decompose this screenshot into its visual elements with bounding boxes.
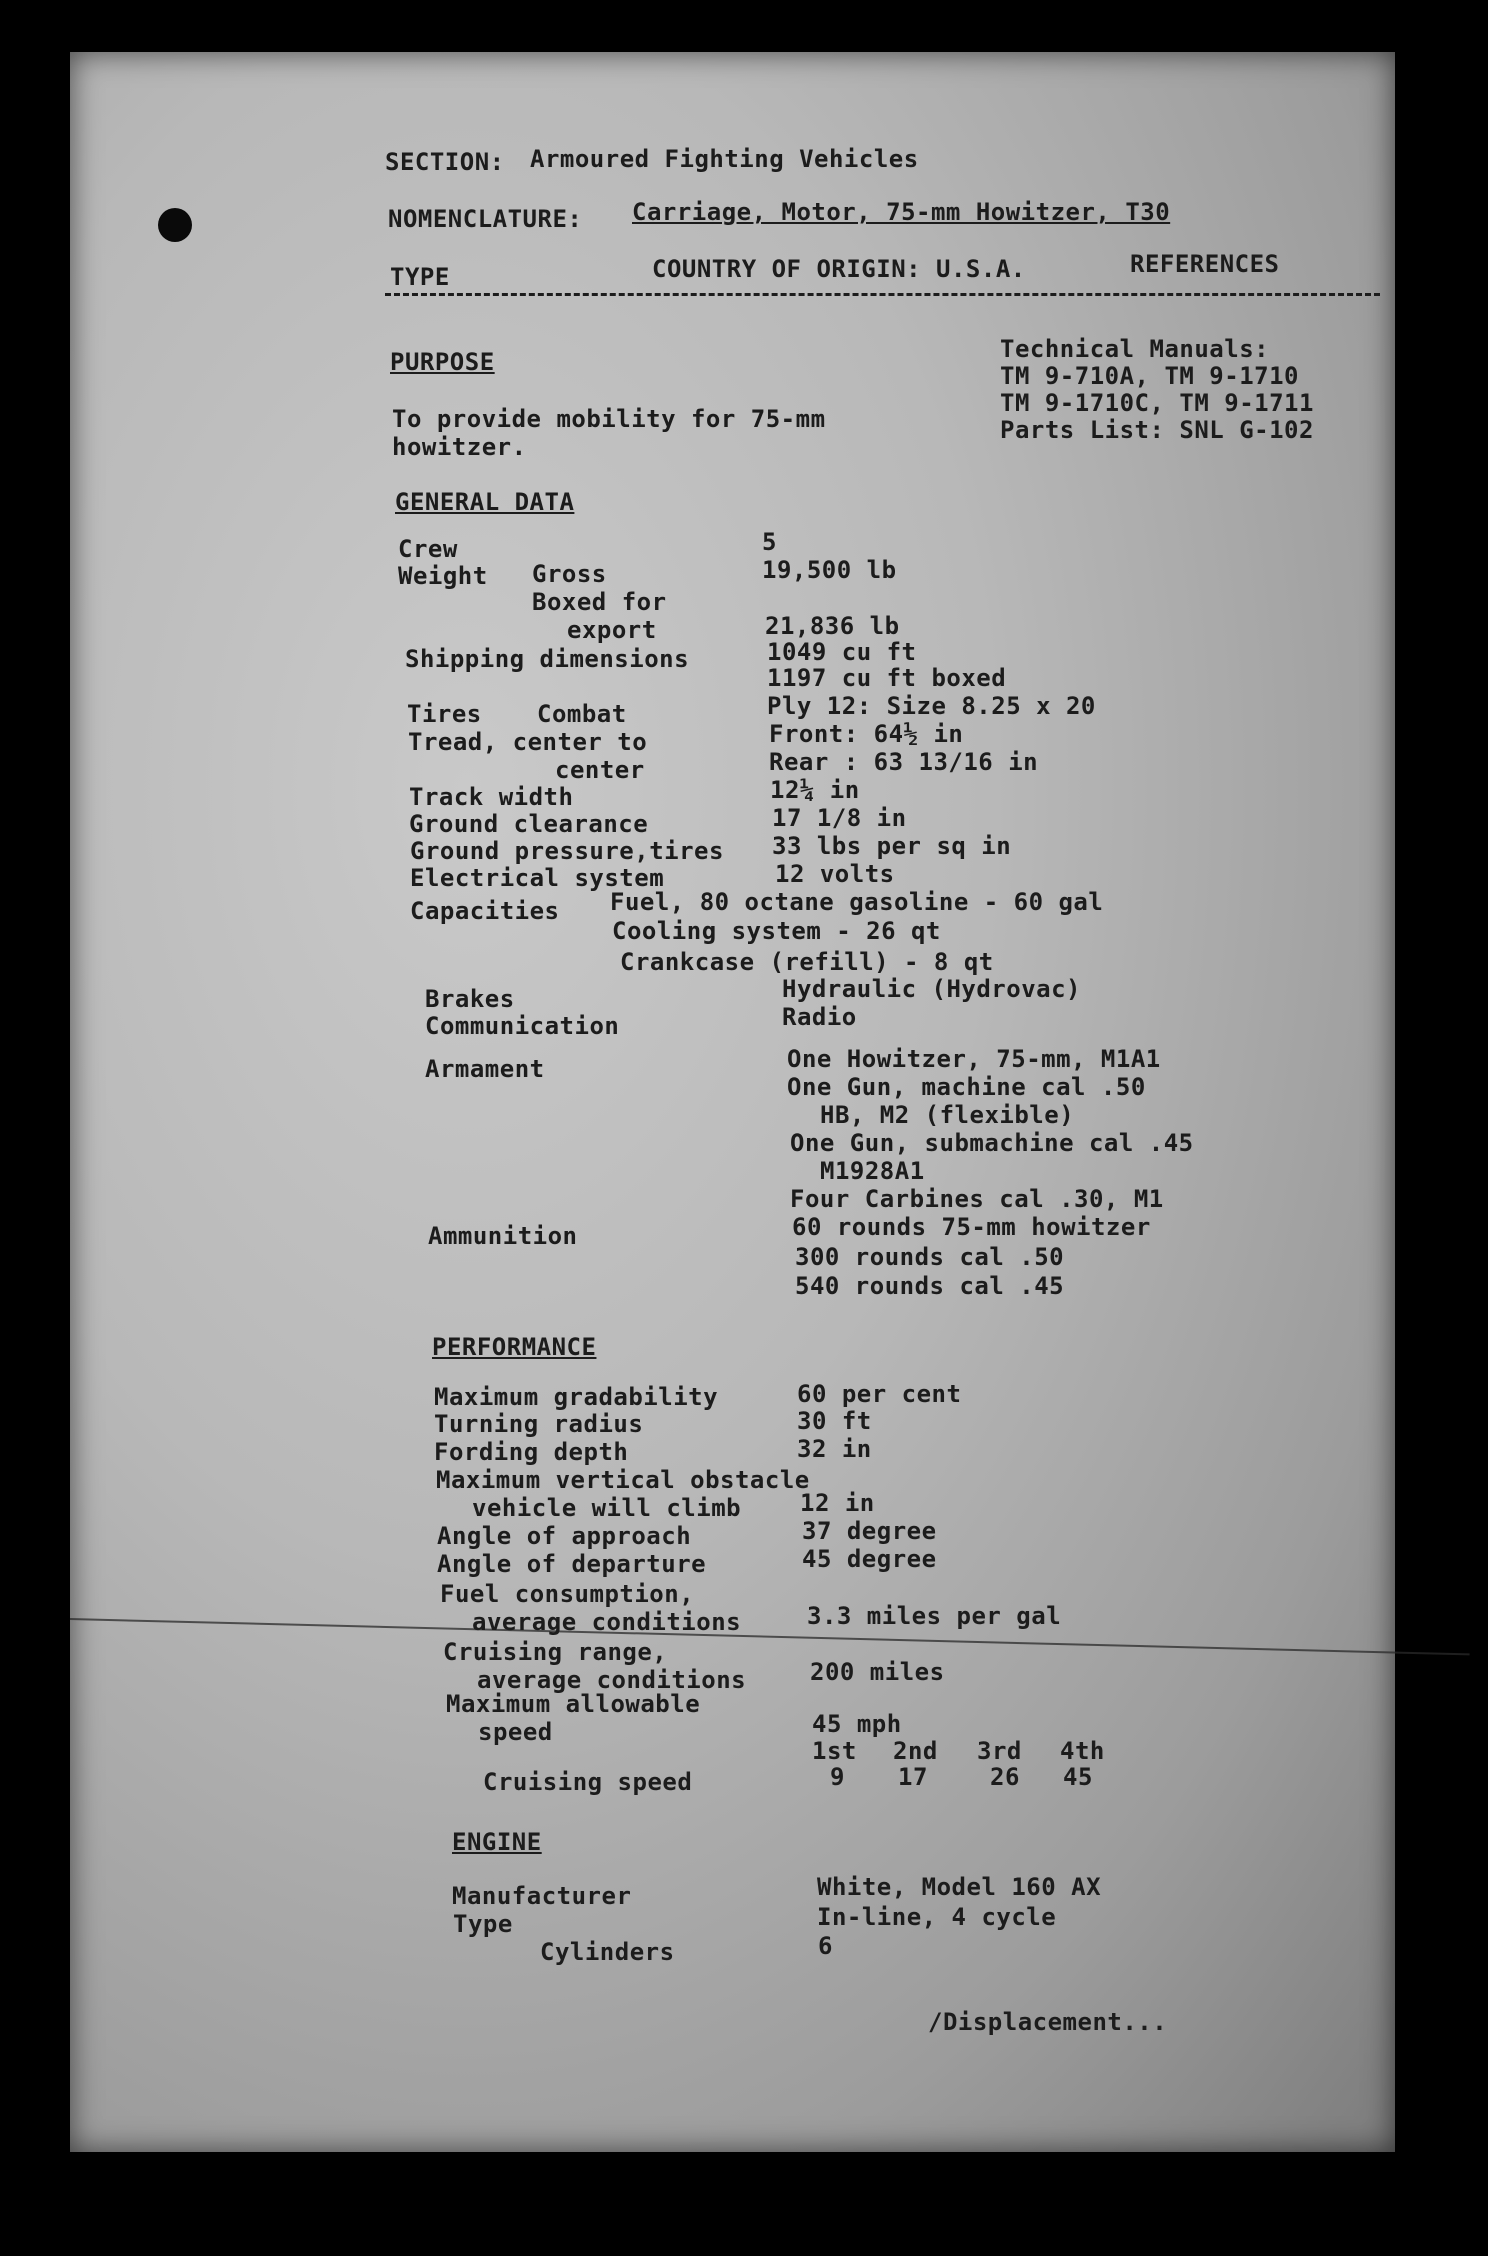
approach-label: Angle of approach [437,1522,692,1550]
ammunition-line-2: 300 rounds cal .50 [795,1243,1065,1271]
crew-label: Crew [398,535,458,563]
country-label: COUNTRY OF ORIGIN: U.S.A. [652,255,1026,283]
references-label: REFERENCES [1130,250,1280,278]
cruising-label: Cruising speed [483,1768,693,1796]
electrical-value: 12 volts [775,860,895,888]
obstacle-label-1: Maximum vertical obstacle [436,1466,810,1494]
crew-value: 5 [762,528,777,556]
cruising-2nd: 17 [898,1763,928,1791]
range-label-1: Cruising range, [443,1638,668,1666]
gear-4th: 4th [1060,1737,1105,1765]
brakes-label: Brakes [425,985,515,1013]
clearance-value: 17 1/8 in [772,804,907,832]
section-value: Armoured Fighting Vehicles [530,145,919,173]
maxspeed-label-2: speed [478,1718,553,1746]
cruising-4th: 45 [1063,1763,1093,1791]
cruising-1st: 9 [830,1763,845,1791]
boxed-label-2: export [567,616,657,644]
armament-line-6: Four Carbines cal .30, M1 [790,1185,1164,1213]
manufacturer-label: Manufacturer [452,1882,632,1910]
armament-line-4: One Gun, submachine cal .45 [790,1129,1194,1157]
engine-heading: ENGINE [452,1828,542,1856]
ammunition-line-1: 60 rounds 75-mm howitzer [792,1213,1151,1241]
engine-type-value: In-line, 4 cycle [817,1903,1057,1931]
references-line-1: Technical Manuals: [1000,335,1270,363]
general-heading: GENERAL DATA [395,488,575,516]
pressure-value: 33 lbs per sq in [772,832,1012,860]
range-value: 200 miles [810,1658,945,1686]
shipping-value-1: 1049 cu ft [767,638,917,666]
manufacturer-value: White, Model 160 AX [817,1873,1102,1901]
continuation-note: /Displacement... [928,2008,1168,2036]
brakes-value: Hydraulic (Hydrovac) [782,975,1081,1003]
cruising-3rd: 26 [990,1763,1020,1791]
ammunition-label: Ammunition [428,1222,578,1250]
weight-label: Weight [398,562,488,590]
section-label: SECTION: [385,148,505,176]
maxspeed-value: 45 mph [812,1710,902,1738]
boxed-value: 21,836 lb [765,612,900,640]
approach-value: 37 degree [802,1517,937,1545]
tread-front: Front: 64½ in [769,720,964,748]
boxed-label-1: Boxed for [532,588,667,616]
departure-label: Angle of departure [437,1550,707,1578]
gradability-value: 60 per cent [797,1380,962,1408]
type-label: TYPE [390,263,450,291]
purpose-text-1: To provide mobility for 75-mm [392,405,826,433]
armament-line-2: One Gun, machine cal .50 [787,1073,1146,1101]
nomenclature-label: NOMENCLATURE: [388,205,583,233]
armament-line-1: One Howitzer, 75-mm, M1A1 [787,1045,1161,1073]
tread-label-1: Tread, center to [408,728,648,756]
pressure-label: Ground pressure,tires [410,837,724,865]
cylinders-value: 6 [818,1932,833,1960]
tires-value: Ply 12: Size 8.25 x 20 [767,692,1096,720]
armament-label: Armament [425,1055,545,1083]
turning-label: Turning radius [434,1410,644,1438]
purpose-text-2: howitzer. [392,433,527,461]
range-label-2: average conditions [477,1666,747,1694]
capacities-label: Capacities [410,897,560,925]
turning-value: 30 ft [797,1407,872,1435]
fuel-label-1: Fuel consumption, [440,1580,695,1608]
gear-1st: 1st [812,1737,857,1765]
armament-line-3: HB, M2 (flexible) [820,1101,1075,1129]
nomenclature-value: Carriage, Motor, 75-mm Howitzer, T30 [632,198,1171,226]
track-label: Track width [409,783,574,811]
tread-label-2: center [555,756,645,784]
fording-label: Fording depth [434,1438,629,1466]
references-line-4: Parts List: SNL G-102 [1000,416,1314,444]
gross-label: Gross [532,560,607,588]
obstacle-label-2: vehicle will climb [472,1494,742,1522]
ammunition-line-3: 540 rounds cal .45 [795,1272,1065,1300]
track-value: 12¼ in [770,776,860,804]
punch-hole [158,208,192,242]
capacities-fuel: Fuel, 80 octane gasoline - 60 gal [610,888,1104,916]
cylinders-label: Cylinders [540,1938,675,1966]
gradability-label: Maximum gradability [434,1383,719,1411]
obstacle-value: 12 in [800,1489,875,1517]
purpose-heading: PURPOSE [390,348,495,376]
shipping-value-2: 1197 cu ft boxed [767,664,1007,692]
capacities-cooling: Cooling system - 26 qt [612,917,941,945]
capacities-crankcase: Crankcase (refill) - 8 qt [620,948,994,976]
references-line-3: TM 9-1710C, TM 9-1711 [1000,389,1314,417]
gross-value: 19,500 lb [762,556,897,584]
fuel-label-2: average conditions [472,1608,742,1636]
armament-line-5: M1928A1 [820,1157,925,1185]
electrical-label: Electrical system [410,864,665,892]
departure-value: 45 degree [802,1545,937,1573]
performance-heading: PERFORMANCE [432,1333,597,1361]
communication-label: Communication [425,1012,620,1040]
combat-label: Combat [537,700,627,728]
communication-value: Radio [782,1003,857,1031]
shipping-label: Shipping dimensions [405,645,690,673]
gear-3rd: 3rd [977,1737,1022,1765]
tread-rear: Rear : 63 13/16 in [769,748,1039,776]
clearance-label: Ground clearance [409,810,649,838]
fording-value: 32 in [797,1435,872,1463]
references-line-2: TM 9-710A, TM 9-1710 [1000,362,1299,390]
header-divider [385,293,1380,296]
engine-type-label: Type [453,1910,513,1938]
maxspeed-label-1: Maximum allowable [446,1690,701,1718]
gear-2nd: 2nd [893,1737,938,1765]
tires-label: Tires [407,700,482,728]
fuel-value: 3.3 miles per gal [807,1602,1062,1630]
